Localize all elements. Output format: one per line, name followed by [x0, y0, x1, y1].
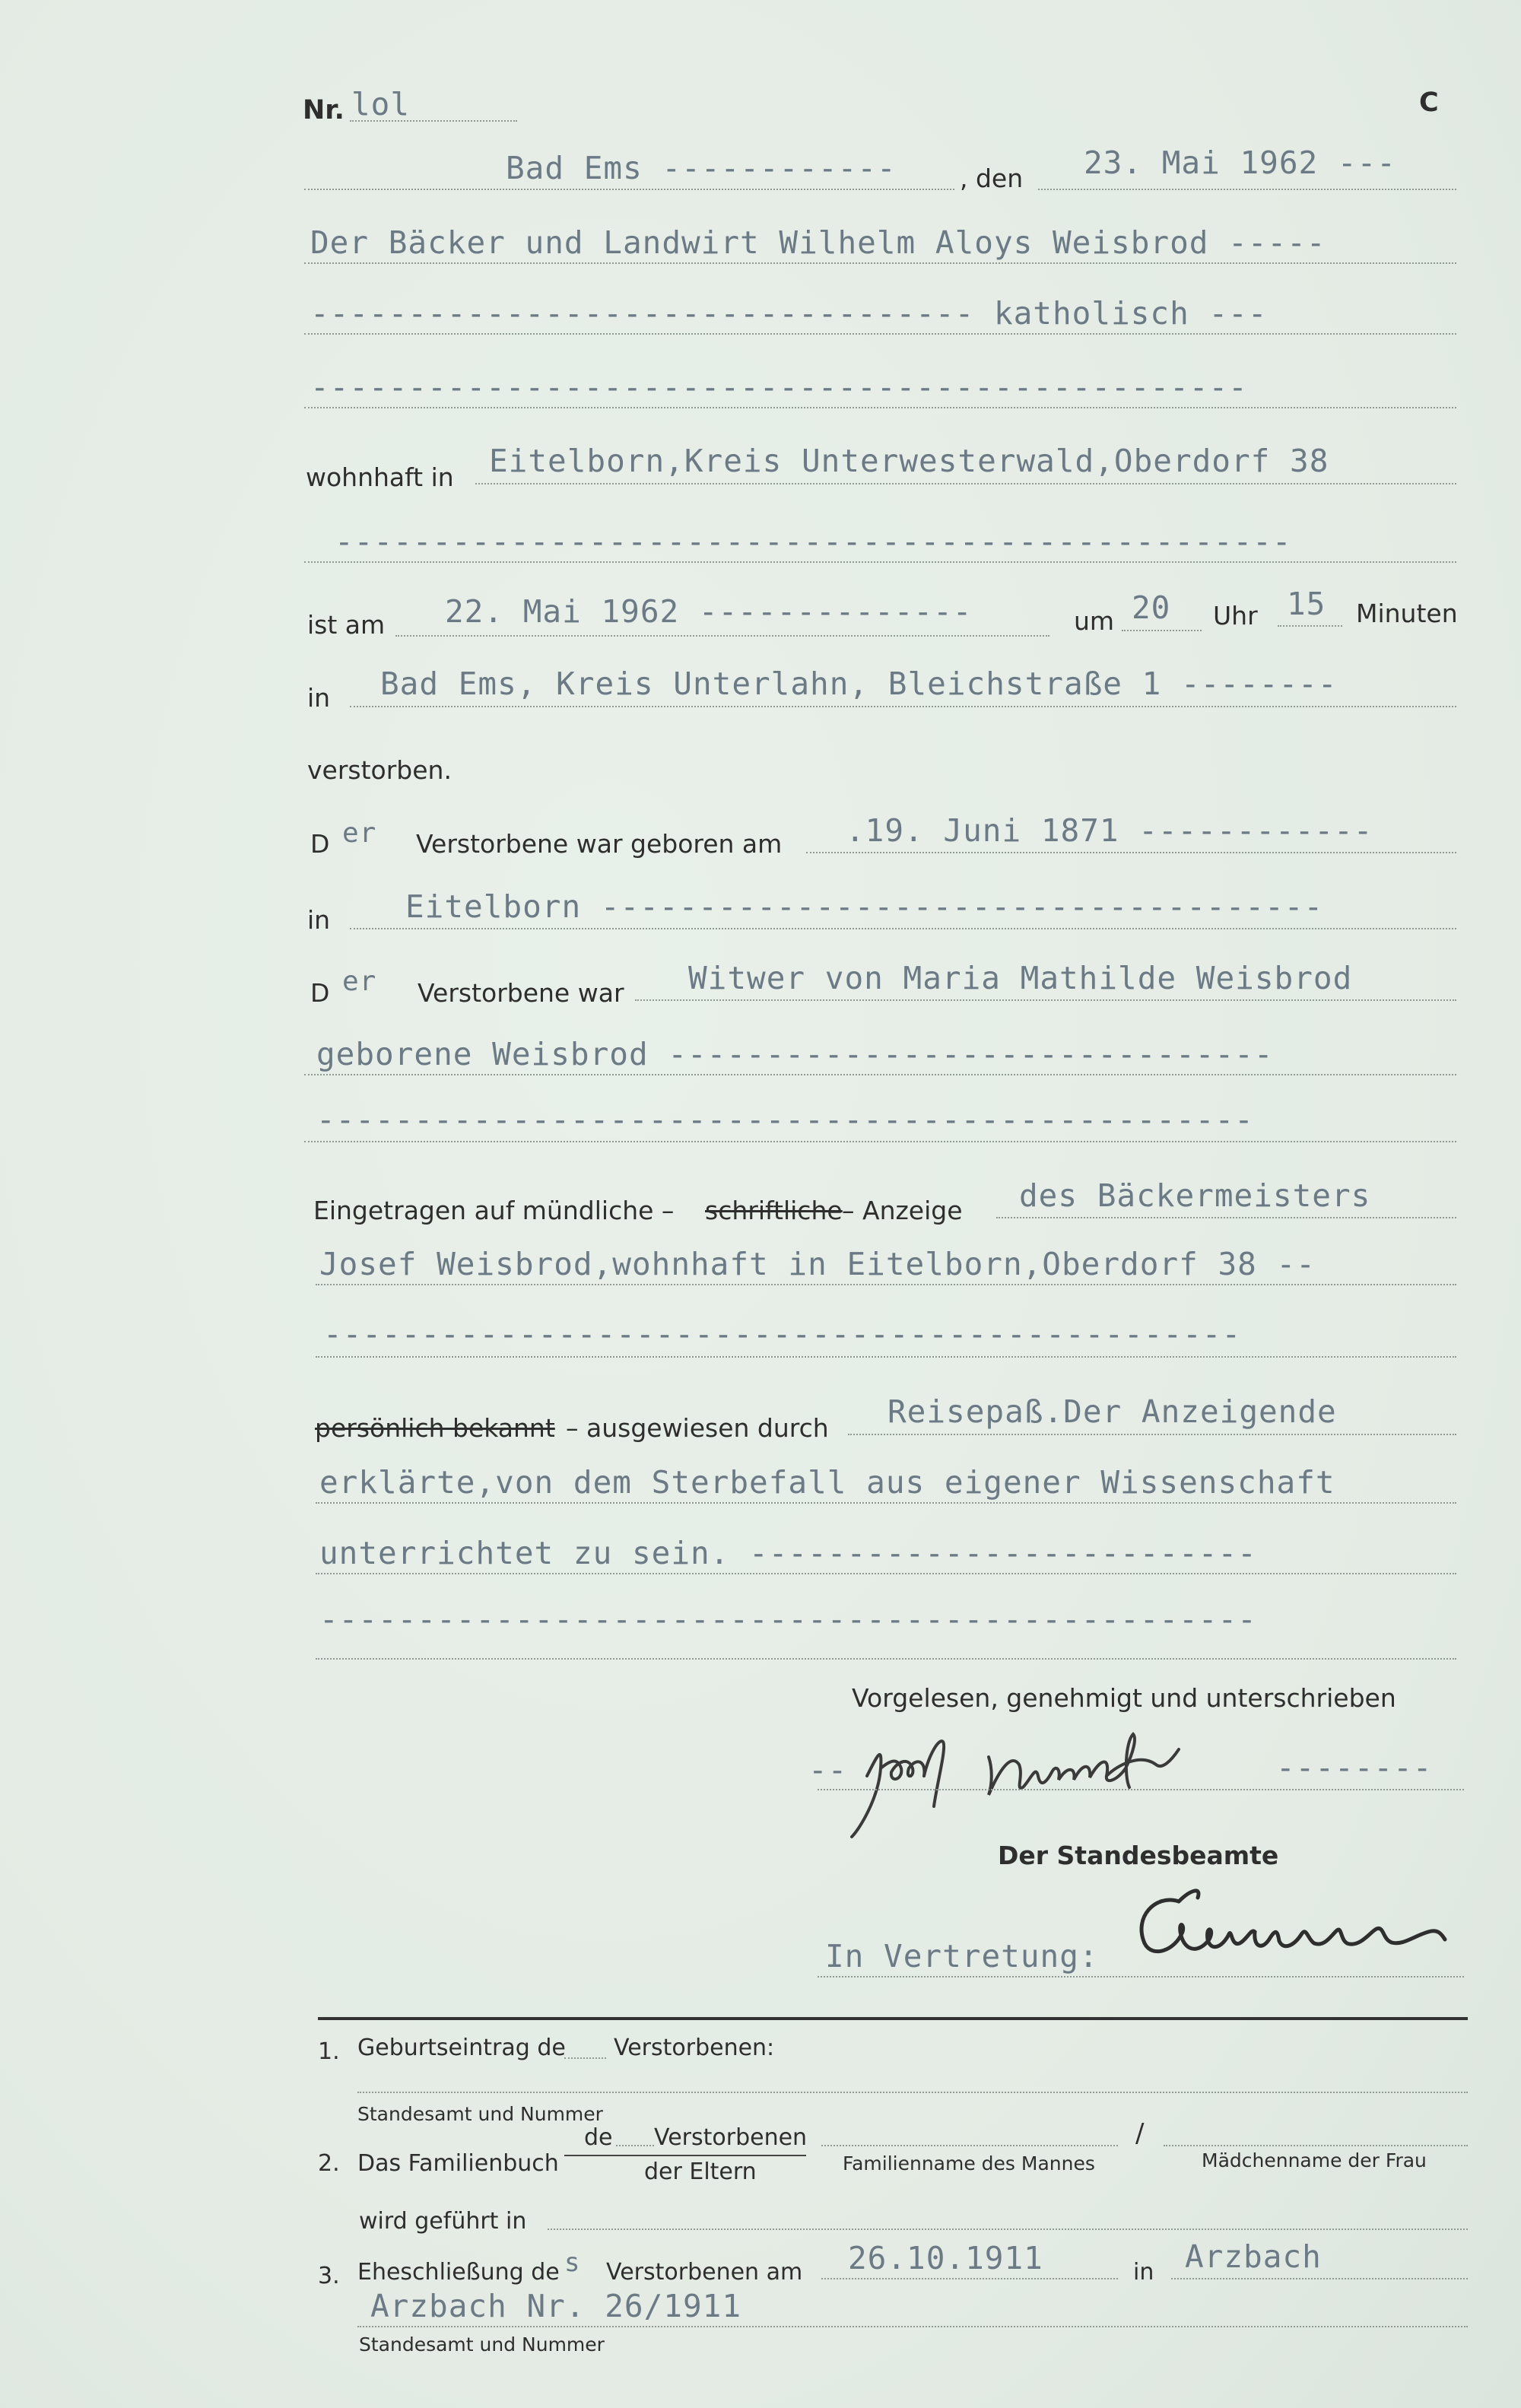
identification-label-b: – ausgewiesen durch — [566, 1413, 829, 1443]
status-d-prefix: D — [310, 978, 330, 1008]
residence-line2-rule — [304, 561, 1456, 563]
frau-rule — [1164, 2145, 1468, 2146]
series-letter: C — [1419, 87, 1439, 118]
item3-s: s — [564, 2248, 581, 2278]
identification-line1: Reisepaß.Der Anzeigende — [888, 1393, 1337, 1430]
report-line2: Josef Weisbrod,wohnhaft in Eitelborn,Oberdorf 38 -- — [319, 1246, 1316, 1282]
birth-d-suffix: er — [342, 818, 377, 849]
residence-rule — [475, 483, 1456, 484]
birth-date-rule — [806, 852, 1456, 853]
informant-signature — [837, 1723, 1262, 1852]
status-value: Witwer von Maria Mathilde Weisbrod — [688, 960, 1353, 996]
item1-rule — [357, 2092, 1468, 2093]
person-line1-rule — [304, 262, 1456, 264]
item3-label-b: Verstorbenen am — [606, 2259, 803, 2286]
item3-number: 3. — [318, 2263, 340, 2289]
item1-number: 1. — [318, 2038, 340, 2065]
place-value: Bad Ems ------------ — [506, 150, 897, 186]
deputy-label: In Vertretung: — [825, 1938, 1099, 1974]
death-place: Bad Ems, Kreis Unterlahn, Bleichstraße 1 -------- — [380, 666, 1338, 702]
date-line — [1038, 189, 1456, 190]
item2-de-rule — [616, 2145, 654, 2146]
report-line3-rule — [316, 1356, 1456, 1358]
status-line2-rule — [304, 1074, 1456, 1075]
death-place-rule — [350, 706, 1456, 707]
person-line3-rule — [304, 407, 1456, 408]
minutes-rule — [1278, 625, 1342, 627]
item2-top-a: de — [584, 2124, 613, 2151]
birth-place-rule — [350, 928, 1456, 929]
signature-dashes-left: -- — [808, 1752, 848, 1788]
marriage-place: Arzbach — [1185, 2238, 1322, 2275]
identification-line3: unterrichtet zu sein. -------------------------- — [319, 1535, 1257, 1571]
marriage-place-rule — [1171, 2278, 1468, 2279]
status-label: Verstorbene war — [418, 978, 624, 1008]
read-approved-label: Vorgelesen, genehmigt und unterschrieben — [852, 1683, 1396, 1713]
nr-label: Nr. — [303, 95, 345, 125]
section-divider — [318, 2017, 1468, 2020]
place-line — [304, 189, 954, 190]
standesamt-label-2: Standesamt und Nummer — [359, 2333, 605, 2356]
status-rule — [635, 999, 1456, 1001]
birth-in-label: in — [307, 905, 331, 935]
death-in-label: in — [307, 683, 331, 713]
status-d-suffix: er — [342, 966, 377, 997]
death-minutes: 15 — [1287, 586, 1326, 622]
status-line3: ------------------------------------------------ — [316, 1101, 1254, 1138]
marriage-register-rule — [357, 2326, 1468, 2327]
report-line1-rule — [996, 1217, 1456, 1218]
hour-rule — [1122, 630, 1202, 631]
identification-line4-rule — [316, 1658, 1456, 1660]
birth-date: .19. Juni 1871 ------------ — [846, 812, 1373, 849]
item1-de-rule — [564, 2057, 606, 2059]
marriage-date: 26.10.1911 — [848, 2240, 1043, 2276]
status-line2: geborene Weisbrod ------------------------------- — [316, 1036, 1274, 1072]
nr-line — [350, 120, 517, 122]
item3-label-a: Eheschließung de — [357, 2259, 560, 2286]
identification-line3-rule — [316, 1573, 1456, 1574]
mann-label: Familienname des Mannes — [843, 2152, 1095, 2175]
person-line2: ---------------------------------- katholisch --- — [310, 295, 1268, 332]
status-line3-rule — [304, 1141, 1456, 1142]
report-line2-rule — [316, 1284, 1456, 1285]
death-hour: 20 — [1132, 589, 1171, 626]
person-line2-rule — [304, 333, 1456, 335]
slash: / — [1135, 2118, 1145, 2149]
birth-d-prefix: D — [310, 829, 330, 859]
signature-rule — [818, 1789, 1464, 1790]
registrar-signature — [1126, 1879, 1475, 1978]
item1-label-b: Verstorbenen: — [614, 2035, 775, 2061]
identification-line4: ------------------------------------------------ — [319, 1601, 1257, 1638]
report-label-a: Eingetragen auf mündliche – — [313, 1196, 675, 1225]
signature-dashes-right: -------- — [1276, 1749, 1433, 1786]
person-line1: Der Bäcker und Landwirt Wilhelm Aloys Weisbrod ----- — [310, 224, 1326, 261]
death-date-rule — [395, 635, 1049, 637]
birth-label: Verstorbene war geboren am — [416, 829, 783, 859]
residence-label: wohnhaft in — [306, 462, 454, 492]
mann-rule — [821, 2145, 1118, 2146]
deputy-rule — [818, 1976, 1464, 1978]
date-value: 23. Mai 1962 --- — [1084, 145, 1396, 181]
uhr-label: Uhr — [1213, 601, 1258, 631]
marriage-date-rule — [821, 2278, 1118, 2279]
marriage-register: Arzbach Nr. 26/1911 — [370, 2288, 741, 2324]
registrar-label: Der Standesbeamte — [998, 1841, 1279, 1870]
residence-line2: ------------------------------------------------- — [335, 523, 1292, 560]
ist-am-label: ist am — [307, 610, 386, 640]
report-line3: ----------------------------------------------- — [323, 1316, 1242, 1352]
item2-top-b: Verstorbenen — [654, 2124, 808, 2151]
identification-label-struck: persönlich bekannt — [315, 1413, 555, 1443]
death-date: 22. Mai 1962 -------------- — [445, 593, 973, 630]
birth-place: Eitelborn ------------------------------------- — [405, 888, 1324, 925]
person-line3: ------------------------------------------------ — [310, 369, 1248, 405]
frau-label: Mädchenname der Frau — [1202, 2149, 1427, 2171]
identification-line1-rule — [848, 1434, 1456, 1435]
standesamt-label: Standesamt und Nummer — [357, 2103, 603, 2125]
minuten-label: Minuten — [1356, 599, 1458, 628]
nr-value: lol — [351, 86, 411, 122]
item2-bottom: der Eltern — [644, 2159, 757, 2185]
item2-number: 2. — [318, 2150, 340, 2177]
report-label-b: – Anzeige — [842, 1196, 963, 1225]
report-label-struck: schriftliche — [705, 1196, 843, 1225]
gefuehrt-rule — [548, 2229, 1468, 2230]
item3-in-label: in — [1133, 2259, 1154, 2286]
gefuehrt-label: wird geführt in — [359, 2208, 527, 2235]
residence-value: Eitelborn,Kreis Unterwesterwald,Oberdorf 38 — [489, 443, 1329, 479]
report-line1: des Bäckermeisters — [1019, 1177, 1371, 1214]
den-label: , den — [960, 164, 1024, 193]
item1-label-a: Geburtseintrag de — [357, 2035, 566, 2061]
item2-label: Das Familienbuch — [357, 2150, 559, 2177]
item2-fraction-rule — [564, 2155, 806, 2156]
verstorben-label: verstorben. — [307, 755, 452, 785]
um-label: um — [1074, 606, 1115, 636]
identification-line2: erklärte,von dem Sterbefall aus eigener Wissenschaft — [319, 1464, 1335, 1501]
identification-line2-rule — [316, 1502, 1456, 1504]
